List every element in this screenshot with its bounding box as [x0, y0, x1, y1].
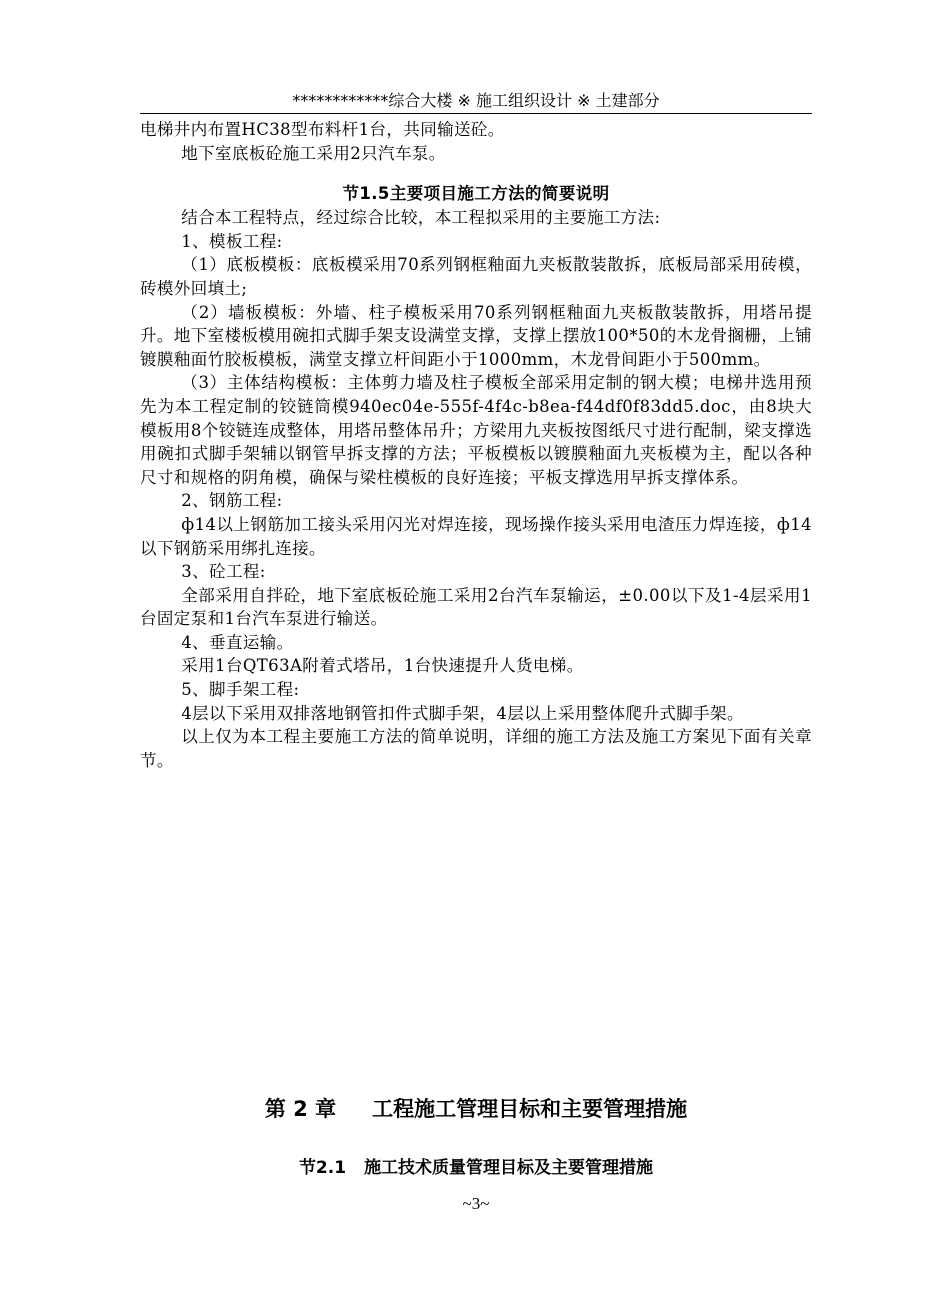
list-heading: 3、砼工程:	[181, 562, 266, 582]
chapter-heading	[140, 1094, 812, 1124]
chapter-title: 工程施工管理目标和主要管理措施	[372, 1097, 688, 1121]
paragraph: （2）墙板模板：外墙、柱子模板采用70系列钢框釉面九夹板散装散拆，用塔吊提升。地下室楼板模用碗扣式脚手架支设满堂支撑，支撑上摆放100*50的木龙骨搁栅，上铺镀膜釉面竹胶板模板，满堂支撑立杆间距小于1000mm，木龙骨间距小于500mm。	[140, 302, 812, 369]
subsection-heading	[140, 1156, 812, 1180]
paragraph: 以上仅为本工程主要施工方法的简单说明，详细的施工方法及施工方案见下面有关章节。	[140, 727, 812, 770]
paragraph: 结合本工程特点，经过综合比较，本工程拟采用的主要施工方法:	[181, 208, 661, 228]
paragraph: 地下室底板砼施工采用2只汽车泵。	[181, 143, 446, 163]
paragraph: 全部采用自拌砼，地下室底板砼施工采用2台汽车泵输运，±0.00以下及1-4层采用1台固定泵和1台汽车泵进行输送。	[140, 585, 812, 629]
subsection-title: 施工技术质量管理目标及主要管理措施	[364, 1158, 654, 1178]
running-header: ************综合大楼 ※ 施工组织设计 ※ 土建部分	[140, 90, 812, 114]
list-heading: 2、钢筋工程:	[181, 491, 283, 511]
list-heading: 5、脚手架工程:	[181, 680, 300, 700]
list-heading: 1、模板工程:	[181, 231, 283, 251]
paragraph: （3）主体结构模板：主体剪力墙及柱子模板全部采用定制的钢大模；电梯井选用预先为本工程定制的铰链筒模940ec04e-555f-4f4c-b8ea-f44df0f83dd5.doc，由8块大模板用8个铰链连成整体，用塔吊整体吊升；方梁用九夹板按图纸尺寸进行配制，梁支撑选用碗扣式脚手架辅以钢管早拆支撑的方法；平板模板以镀膜釉面九夹板模为主，配以各种尺寸和规格的阴角模，确保与梁柱模板的良好连接；平板支撑选用早拆支撑体系。	[140, 373, 812, 487]
body-text	[140, 118, 812, 772]
subsection-number: 节2.1	[298, 1158, 347, 1178]
paragraph: ф14以上钢筋加工接头采用闪光对焊连接，现场操作接头采用电渣压力焊连接，ф14以下钢筋采用绑扎连接。	[140, 514, 812, 558]
paragraph: 电梯井内布置HC38型布料杆1台，共同输送砼。	[140, 120, 505, 139]
section-title: 节1.5主要项目施工方法的简要说明	[342, 184, 610, 204]
chapter-number: 第 2 章	[264, 1097, 337, 1121]
paragraph: 4层以下采用双排落地钢管扣件式脚手架，4层以上采用整体爬升式脚手架。	[181, 703, 744, 723]
page-number: ~3~	[462, 1194, 490, 1213]
paragraph: （1）底板模板：底板模采用70系列钢框釉面九夹板散装散拆，底板局部采用砖模，砖模外回填土;	[140, 255, 812, 298]
paragraph: 采用1台QT63A附着式塔吊，1台快速提升人货电梯。	[181, 656, 584, 676]
list-heading: 4、垂直运输。	[181, 632, 294, 652]
